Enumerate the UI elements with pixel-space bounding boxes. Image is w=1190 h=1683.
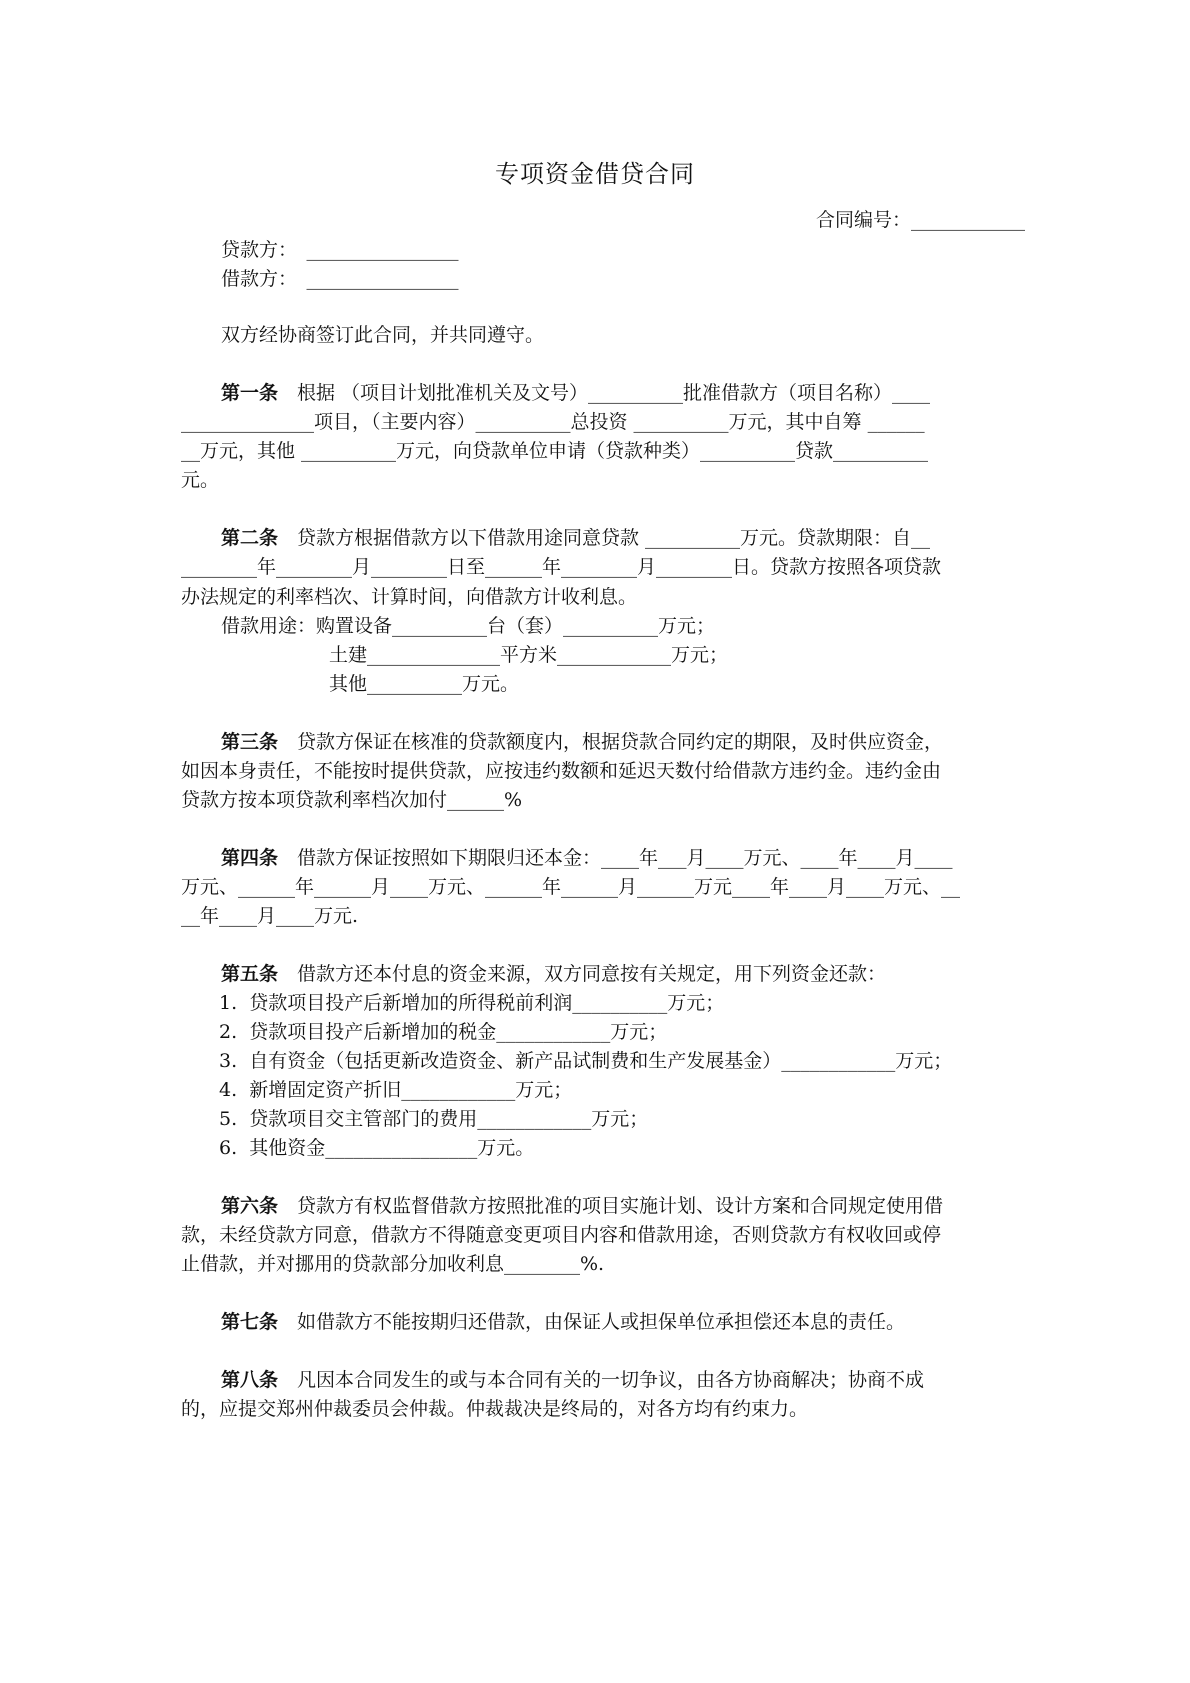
loan-purpose-line-1: 借款用途：购置设备__________台（套）__________万元；: [221, 615, 716, 637]
article4-label: 第四条: [221, 847, 279, 869]
article1-label: 第一条: [221, 382, 279, 404]
article8-line-1: 第八条 凡因本合同发生的或与本合同有关的一切争议，由各方协商解决；协商不成: [221, 1369, 925, 1391]
article1-line-4: 元。: [181, 469, 220, 491]
article6-label: 第六条: [221, 1195, 279, 1217]
document-title: 专项资金借贷合同: [495, 160, 695, 188]
intro-text: 双方经协商签订此合同，并共同遵守。: [221, 324, 545, 346]
article5-label: 第五条: [221, 963, 279, 985]
article5-line-1: 第五条 借款方还本付息的资金来源，双方同意按有关规定，用下列资金还款：: [221, 963, 887, 985]
article2-line-1: 第二条 贷款方根据借款方以下借款用途同意贷款 __________万元。贷款期限：自__: [221, 527, 931, 549]
article6-line-2: 款，未经贷款方同意，借款方不得随意变更项目内容和借款用途，否则贷款方有权收回或停: [181, 1224, 942, 1246]
article3-line-2: 如因本身责任，不能按时提供贷款，应按违约数额和延迟天数付给借款方违约金。违约金由: [181, 760, 942, 782]
article2-line-3: 办法规定的利率档次、计算时间，向借款方计收利息。: [181, 586, 638, 608]
loan-purpose-line-3: 其他__________万元。: [329, 673, 520, 695]
article1-line-1: 第一条 根据 （项目计划批准机关及文号）__________批准借款方（项目名称）____: [221, 382, 931, 404]
repayment-source-2: 2. 贷款项目投产后新增加的税金____________万元；: [219, 1021, 668, 1043]
article8-label: 第八条: [221, 1369, 279, 1391]
article6-line-3: 止借款，并对挪用的贷款部分加收利息________%.: [181, 1253, 605, 1275]
article3-label: 第三条: [221, 731, 279, 753]
article8-line-2: 的，应提交郑州仲裁委员会仲裁。仲裁裁决是终局的，对各方均有约束力。: [181, 1398, 809, 1420]
article2-label: 第二条: [221, 527, 279, 549]
article4-line-1: 第四条 借款方保证按照如下期限归还本金：____年___月____万元、____年____月____: [221, 847, 953, 869]
article6-line-1: 第六条 贷款方有权监督借款方按照批准的项目实施计划、设计方案和合同规定使用借: [221, 1195, 944, 1217]
repayment-source-1: 1. 贷款项目投产后新增加的所得税前利润__________万元；: [219, 992, 725, 1014]
article1-line-3: __万元，其他 __________万元，向贷款单位申请（贷款种类）__________贷款__________: [181, 440, 929, 462]
repayment-source-5: 5. 贷款项目交主管部门的费用____________万元；: [219, 1108, 649, 1130]
article2-line-2: ________年________月________日至______年________月________日。贷款方按照各项贷款: [181, 556, 942, 578]
repayment-source-3: 3. 自有资金（包括更新改造资金、新产品试制费和生产发展基金）____________万元；: [219, 1050, 953, 1072]
article7-line-1: 第七条 如借款方不能按期归还借款，由保证人或担保单位承担偿还本息的责任。: [221, 1311, 906, 1333]
repayment-source-4: 4. 新增固定资产折旧____________万元；: [219, 1079, 573, 1101]
borrower-line: 借款方： ________________: [221, 268, 459, 290]
article1-line-2: ______________项目，（主要内容）__________总投资 __________万元，其中自筹 ______: [181, 411, 925, 433]
article3-line-3: 贷款方按本项贷款利率档次加付______%: [181, 789, 523, 811]
article3-line-1: 第三条 贷款方保证在核准的贷款额度内，根据贷款合同约定的期限，及时供应资金，: [221, 731, 944, 753]
lender-line: 贷款方： ________________: [221, 239, 459, 261]
contract-number: 合同编号：____________: [815, 209, 1025, 231]
article4-line-3: __年____月____万元.: [181, 905, 359, 927]
loan-purpose-line-2: 土建______________平方米____________万元；: [329, 644, 729, 666]
article7-label: 第七条: [221, 1311, 279, 1333]
repayment-source-6: 6. 其他资金________________万元。: [219, 1137, 535, 1159]
article4-line-2: 万元、______年______月____万元、______年______月______万元____年____月____万元、__: [181, 876, 961, 898]
